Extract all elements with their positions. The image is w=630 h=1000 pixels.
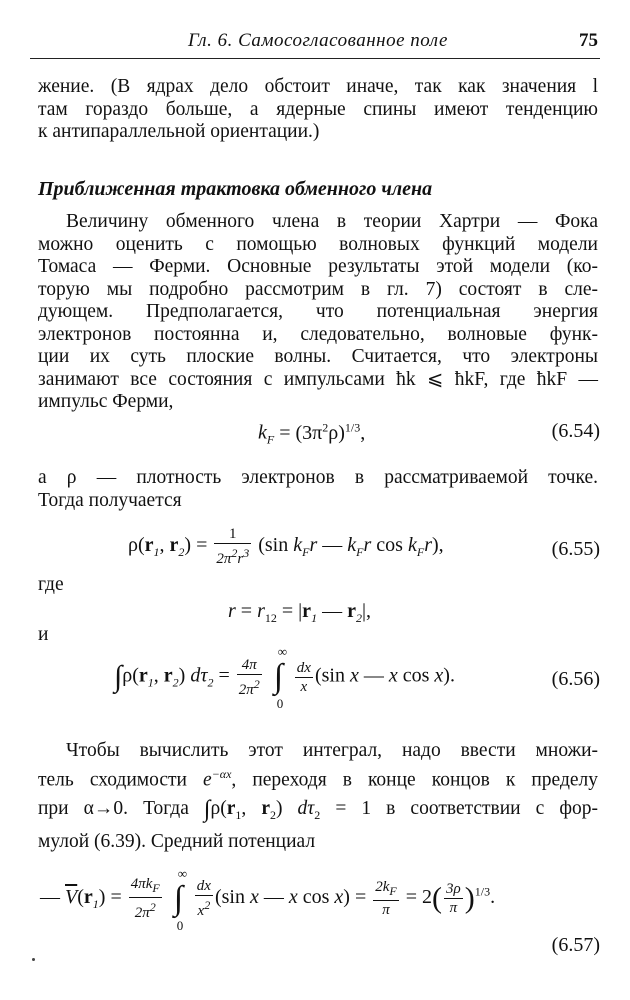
paragraph-3-line: Тогда получается <box>38 489 182 511</box>
paragraph-4-line: мулой (6.39). Средний потенциал <box>38 831 316 853</box>
paragraph-1-line: к антипараллельной ориентации.) <box>38 121 320 142</box>
fraction: $\frac{2k_F}{\pi}$ <box>375 879 397 918</box>
paragraph-1-line: там гораздо больше, а ядерные спины имеют тенденцию <box>38 98 598 120</box>
equation-6-56 <box>30 644 600 712</box>
paragraph-4-line: Чтобы вычислить этот интеграл, надо ввести множи- <box>66 740 598 761</box>
paragraph-2-line: ции их суть плоские волны. Считается, что электроны <box>38 346 598 367</box>
print-speck <box>32 958 35 961</box>
equation-number: (6.54) <box>551 420 600 442</box>
page-number: 75 <box>579 30 598 51</box>
fraction: $\frac{4\pi k_F}{2\pi^2}$ <box>130 876 160 921</box>
paragraph-2-line: Величину обменного члена в теории Хартри — Фока <box>66 211 598 232</box>
running-head <box>30 30 600 54</box>
paragraph-3-line: а ρ — плотность электронов в рассматриваемой точке. <box>38 467 598 488</box>
integral-sign: ∫ ∞ 0 <box>173 865 188 933</box>
equation-6-55-expr: $\rho(r_1$, $r_2$) = $\frac{1}{2\pi^2r^3}$ (sin $k_Fr$ — $k_Fr$ $\cos k_Fr$), <box>128 526 444 567</box>
integral-sign: ∫ ∞ 0 <box>273 644 288 711</box>
equation-6-55 <box>30 522 600 566</box>
paragraph-4-line: при α→0. Тогда $\int\rho(r_1$, $r_2$) $d\tau_2 = 1$ в соответствии с фор- <box>38 796 599 823</box>
equation-r-definition <box>30 598 600 626</box>
paragraph-2-line: можно оценить с помощью волновых функций модели <box>38 233 598 255</box>
paragraph-2-line: занимают все состояния с импульсами ħk ⩽ ħkF, где ħkF — <box>38 368 598 390</box>
section-title: Приближенная трактовка обменного члена <box>38 178 433 200</box>
fraction: $\frac{dx}{x}$ <box>296 659 311 695</box>
paragraph-2-line: Томаса — Ферми. Основные результаты этой модели (ко- <box>38 256 598 277</box>
equation-6-54-expr: $k_F = (3\pi^2\rho)^{1/3}$, <box>258 420 366 447</box>
fraction: $\frac{3\rho}{\pi}$ <box>446 881 461 916</box>
equation-number: (6.55) <box>551 538 600 560</box>
where-label: где <box>38 574 64 595</box>
paragraph-2-line: импульс Ферми, <box>38 391 174 412</box>
paragraph-2-line: дующем. Предполагается, что потенциальная энергия <box>38 301 598 322</box>
paragraph-1 <box>38 76 598 144</box>
paragraph-2-line: электронов постоянна и, следовательно, волновые функ- <box>38 323 598 345</box>
fraction: $\frac{1}{2\pi^2r^3}$ <box>216 526 250 567</box>
equation-6-54 <box>30 418 600 448</box>
equation-6-56-expr: $\int\rho(r_1$, $r_2$) $d\tau_2$ = $\frac{4\pi}{2\pi^2}$ ∫ ∞ 0 $\frac{dx}{x}$ (sin x — x cos x). <box>114 644 455 711</box>
fraction: $\frac{dx}{x^2}$ <box>196 878 211 919</box>
and-label: и <box>38 624 49 645</box>
paragraph-4 <box>38 740 598 854</box>
running-head-title: Гл. 6. Самосогласованное поле <box>188 30 448 51</box>
paragraph-2 <box>38 211 598 414</box>
equation-number: (6.56) <box>551 668 600 690</box>
equation-6-57-expr: — $\overline{V}(r_1)$ = $\frac{4\pi k_F}{2\pi^2}$ ∫ ∞ 0 $\frac{dx}{x^2}$ (sin x — x cos x) = $\frac{2k_F}{\pi}$ = 2( $\frac{3\rho}{\pi}$ )$^{1/3}$. <box>40 865 496 933</box>
paragraph-3 <box>38 467 598 512</box>
fraction: $\frac{4\pi}{2\pi^2}$ <box>238 656 260 698</box>
equation-6-57 <box>30 865 600 962</box>
header-rule <box>30 58 600 59</box>
paragraph-2-line: торую мы подробно рассмотрим в гл. 7) состоят в сле- <box>38 278 598 300</box>
equation-r-expr: $r = r_{12} = |r_1$ — $r_2|$, <box>228 600 371 625</box>
paragraph-4-line: тель сходимости $e^{-\alpha x}$, переходя в конце концов к пределу <box>38 766 598 790</box>
paragraph-1-line: жение. (В ядрах дело обстоит иначе, так как значения l <box>38 76 598 97</box>
equation-number: (6.57) <box>551 934 600 956</box>
